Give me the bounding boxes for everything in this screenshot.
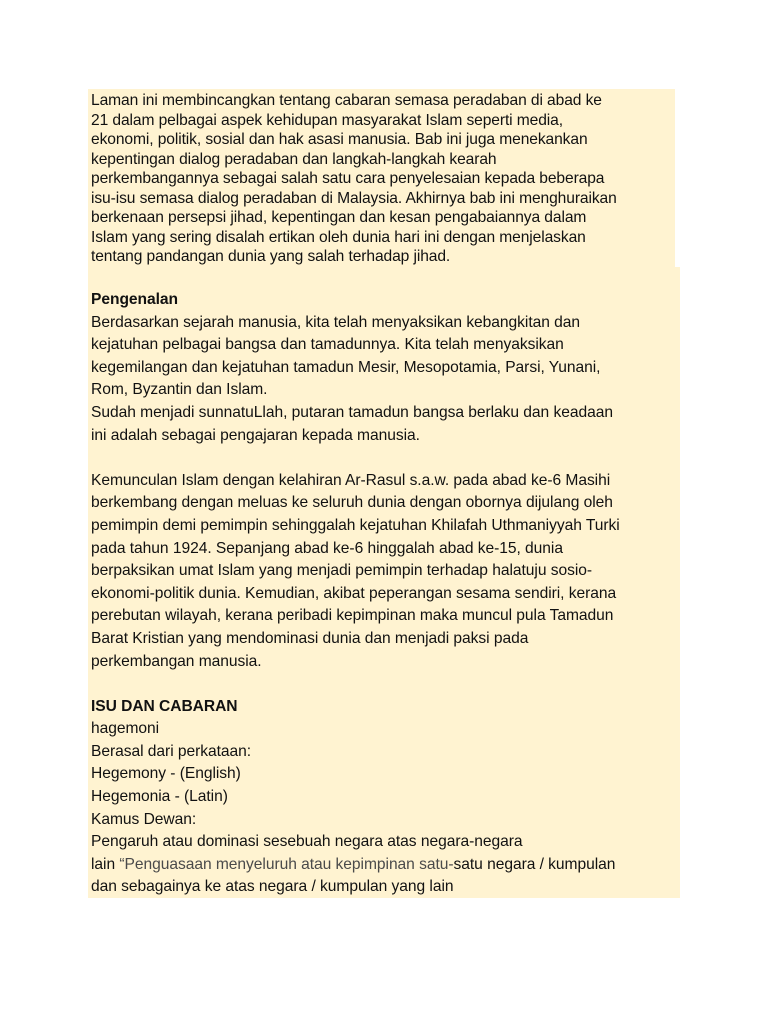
pengenalan-line: kegemilangan dan kejatuhan tamadun Mesir, Mesopotamia, Parsi, Yunani, — [91, 358, 601, 376]
intro-line: perkembangannya sebagai salah satu cara penyelesaian kepada beberapa — [91, 170, 605, 187]
kemunculan-line: pemimpin demi pemimpin sehinggalah kejatuhan Khilafah Uthmaniyyah Turki — [91, 516, 620, 534]
intro-line: berkenaan persepsi jihad, kepentingan dan kesan pengabaiannya dalam — [91, 209, 587, 226]
kemunculan-line: Kemunculan Islam dengan kelahiran Ar-Rasul s.a.w. pada abad ke-6 Masihi — [91, 471, 611, 489]
pengenalan-line: Rom, Byzantin dan Islam. — [91, 381, 268, 399]
isu-suffix: satu negara / kumpulan — [453, 855, 616, 873]
paragraph-gap — [91, 447, 681, 470]
isu-final-line: dan sebagainya ke atas negara / kumpulan yang lain — [91, 878, 454, 896]
intro-line: tentang pandangan dunia yang salah terhadap jihad. — [91, 248, 451, 265]
intro-line: 21 dalam pelbagai aspek kehidupan masyarakat Islam seperti media, — [91, 111, 563, 129]
intro-line: Islam yang sering disalah ertikan oleh dunia hari ini dengan menjelaskan — [91, 228, 586, 246]
pengenalan-line: kejatuhan pelbagai bangsa dan tamadunnya. Kita telah menyaksikan — [91, 336, 564, 354]
isu-line: Kamus Dewan: — [91, 810, 197, 828]
isu-line: hagemoni — [91, 720, 160, 738]
pengenalan-heading: Pengenalan — [91, 291, 179, 308]
intro-paragraph — [91, 91, 681, 267]
main-content — [91, 289, 681, 899]
kemunculan-line: pada tahun 1924. Sepanjang abad ke-6 hinggalah abad ke-15, dunia — [91, 539, 563, 557]
intro-line: kepentingan dialog peradaban dan langkah-langkah kearah — [91, 150, 497, 168]
pengenalan-line: Berdasarkan sejarah manusia, kita telah menyaksikan kebangkitan dan — [91, 313, 581, 331]
isu-line: Pengaruh atau dominasi sesebuah negara atas negara-negara — [91, 833, 523, 851]
isu-line: Hegemonia - (Latin) — [91, 788, 228, 806]
kemunculan-line: perkembangan manusia. — [91, 652, 262, 670]
isu-prefix: lain — [91, 855, 120, 873]
kemunculan-line: ekonomi-politik dunia. Kemudian, akibat peperangan sesama sendiri, kerana — [91, 584, 617, 602]
kemunculan-line: Barat Kristian yang mendominasi dunia dan menjadi paksi pada — [91, 629, 529, 647]
paragraph-gap — [91, 673, 681, 696]
pengenalan-line: ini adalah sebagai pengajaran kepada manusia. — [91, 426, 420, 444]
isu-line: Berasal dari perkataan: — [91, 742, 252, 760]
intro-line: Laman ini membincangkan tentang cabaran semasa peradaban di abad ke — [91, 92, 602, 109]
intro-line: ekonomi, politik, sosial dan hak asasi manusia. Bab ini juga menekankan — [91, 131, 588, 148]
isu-heading: ISU DAN CABARAN — [91, 697, 238, 715]
intro-line: isu-isu semasa dialog peradaban di Malaysia. Akhirnya bab ini menghuraikan — [91, 189, 617, 207]
kemunculan-line: berpaksikan umat Islam yang menjadi pemimpin terhadap halatuju sosio- — [91, 562, 593, 580]
isu-line: Hegemony - (English) — [91, 765, 241, 783]
pengenalan-line: Sudah menjadi sunnatuLlah, putaran tamadun bangsa berlaku dan keadaan — [91, 403, 613, 421]
kemunculan-line: perebutan wilayah, kerana peribadi kepimpinan maka muncul pula Tamadun — [91, 607, 614, 625]
isu-definition-line — [91, 854, 681, 877]
isu-quote-text: “Penguasaan menyeluruh atau kepimpinan satu- — [119, 855, 454, 873]
kemunculan-line: berkembang dengan meluas ke seluruh dunia dengan obornya dijulang oleh — [91, 494, 613, 512]
